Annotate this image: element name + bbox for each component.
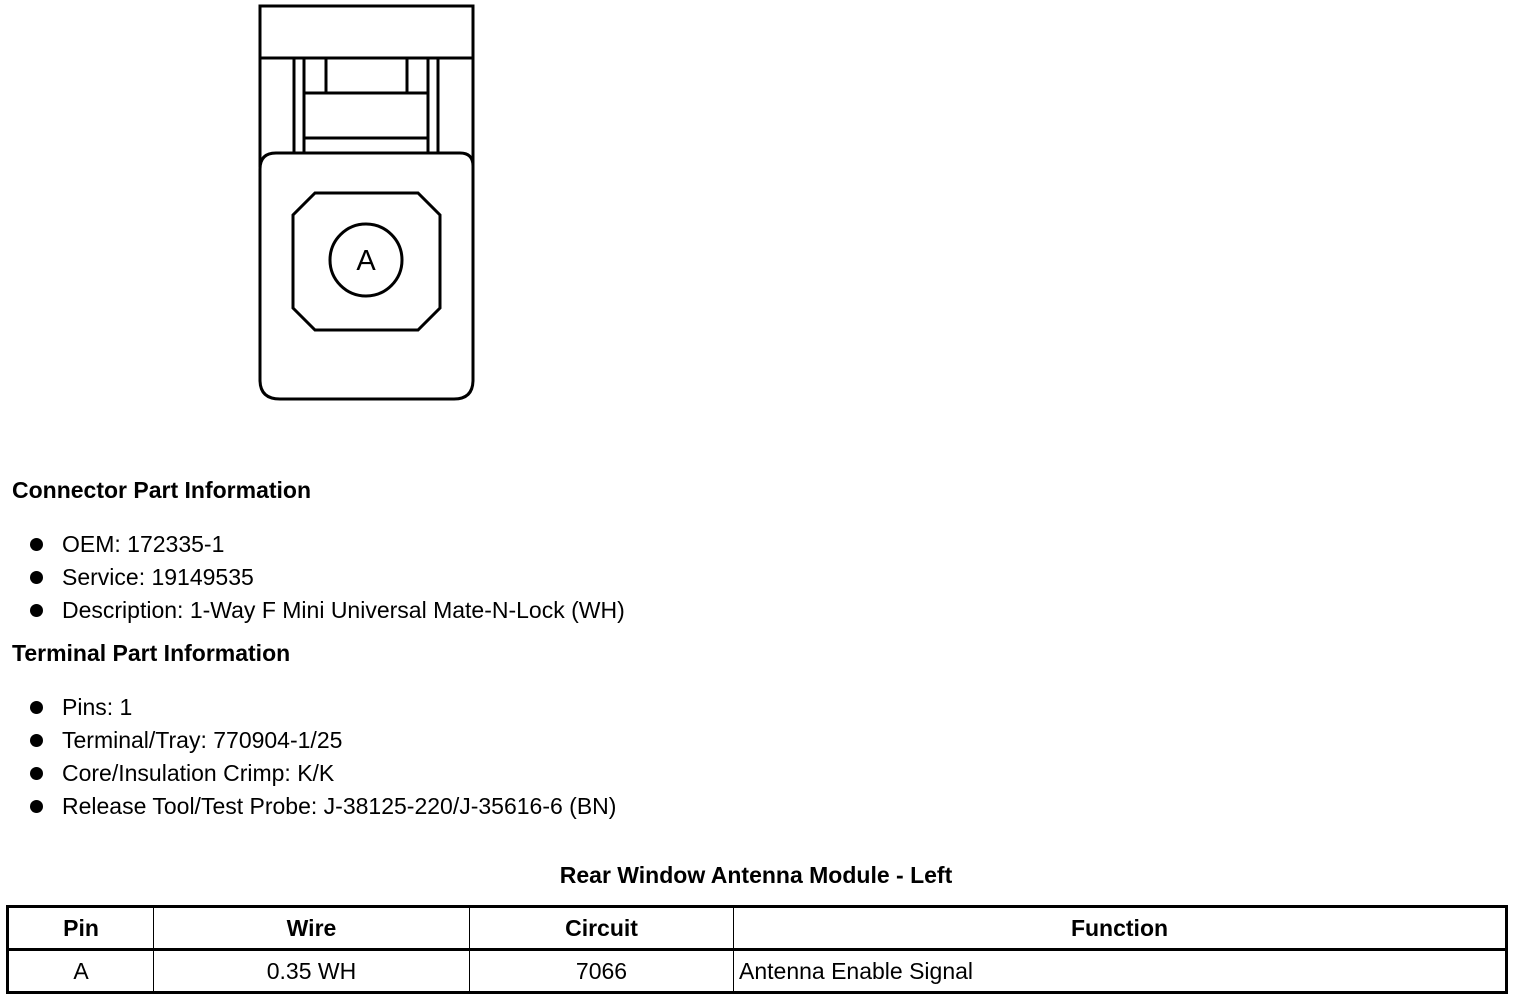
pin-table-caption: Rear Window Antenna Module - Left: [559, 862, 953, 888]
pin-a-label: A: [356, 245, 376, 277]
bullet-icon: [30, 800, 43, 813]
bullet-icon: [30, 734, 43, 747]
terminal-part-info-list: [28, 691, 616, 823]
header-circuit: Circuit: [470, 907, 734, 950]
header-pin: Pin: [8, 907, 154, 950]
cell-function: Antenna Enable Signal: [734, 950, 1507, 993]
list-item: OEM: 172335-1: [28, 528, 625, 561]
list-item: Description: 1-Way F Mini Universal Mate-N-Lock (WH): [28, 594, 625, 627]
list-item: Release Tool/Test Probe: J-38125-220/J-35616-6 (BN): [28, 790, 616, 823]
list-item: Pins: 1: [28, 691, 616, 724]
connector-face-diagram: [0, 0, 500, 410]
table-row: [8, 950, 1507, 993]
connector-part-info-list: [28, 528, 625, 627]
bullet-icon: [30, 538, 43, 551]
list-item: Core/Insulation Crimp: K/K: [28, 757, 616, 790]
bullet-icon: [30, 571, 43, 584]
header-wire: Wire: [154, 907, 470, 950]
list-item: Service: 19149535: [28, 561, 625, 594]
table-header-row: [8, 907, 1507, 950]
bullet-icon: [30, 604, 43, 617]
connector-part-info-heading: Connector Part Information: [12, 477, 312, 503]
pin-table: [6, 905, 1508, 994]
cell-wire: 0.35 WH: [154, 950, 470, 993]
connector-latch-housing: [260, 6, 473, 166]
bullet-icon: [30, 701, 43, 714]
bullet-icon: [30, 767, 43, 780]
terminal-part-info-heading: Terminal Part Information: [12, 640, 291, 666]
cell-circuit: 7066: [470, 950, 734, 993]
list-item: Terminal/Tray: 770904-1/25: [28, 724, 616, 757]
cell-pin: A: [8, 950, 154, 993]
header-function: Function: [734, 907, 1507, 950]
